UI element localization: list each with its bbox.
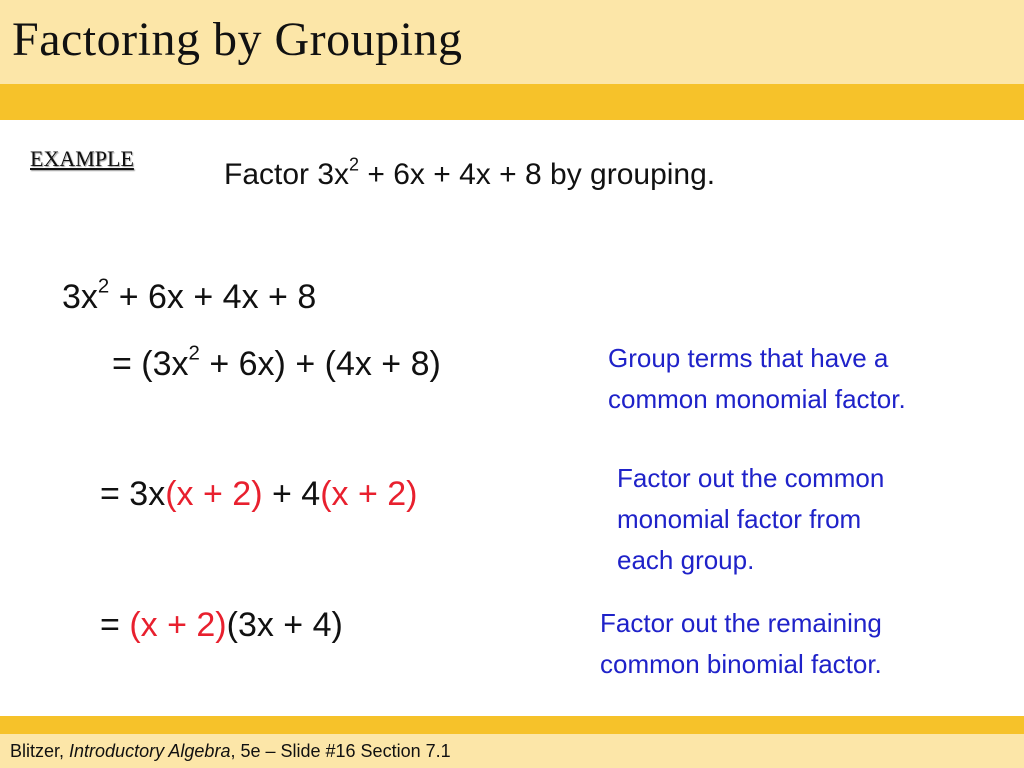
common-factor-highlight: (x + 2)	[129, 606, 227, 644]
note-factor-monomial	[617, 458, 884, 581]
exponent: 2	[97, 275, 110, 298]
math-term: 3x	[62, 278, 98, 316]
step-group-terms	[112, 342, 441, 384]
step-factor-monomial	[100, 475, 418, 514]
math-term: (3x + 4)	[226, 606, 343, 644]
math-term: =	[100, 606, 130, 644]
footer-citation	[10, 741, 451, 762]
common-factor-highlight: (x + 2)	[165, 475, 263, 513]
math-term: + 6x + 4x + 8	[109, 278, 317, 316]
example-label: EXAMPLE	[30, 146, 134, 171]
footer-band	[0, 716, 1024, 734]
problem-prefix: Factor 3x	[224, 158, 350, 191]
math-term: + 6x) + (4x + 8)	[199, 345, 441, 383]
note-line: Group terms that have a	[608, 343, 889, 373]
note-line: common monomial factor.	[608, 384, 906, 414]
note-line: Factor out the common	[617, 463, 885, 493]
title-bar	[0, 0, 1024, 84]
slide-title: Factoring by Grouping	[12, 13, 463, 66]
note-factor-binomial	[600, 603, 882, 685]
exponent: 2	[188, 342, 200, 365]
math-term: + 4	[262, 475, 321, 513]
footer-slide-info: , 5e – Slide #16 Section 7.1	[230, 741, 451, 761]
note-line: each group.	[617, 545, 755, 575]
note-line: Factor out the remaining	[600, 608, 882, 638]
math-term: = (3x	[112, 345, 189, 383]
footer-bar	[0, 734, 1024, 768]
footer-book-title: Introductory Algebra	[69, 741, 231, 761]
problem-exponent: 2	[349, 154, 360, 175]
footer-author: Blitzer,	[10, 741, 70, 761]
note-line: monomial factor from	[617, 504, 862, 534]
title-underline-band	[0, 84, 1024, 120]
problem-statement	[224, 154, 716, 192]
note-group-terms	[608, 338, 906, 420]
math-term: = 3x	[100, 475, 166, 513]
expression-original	[62, 275, 317, 317]
problem-suffix: + 6x + 4x + 8 by grouping.	[359, 158, 716, 191]
note-line: common binomial factor.	[600, 649, 882, 679]
common-factor-highlight: (x + 2)	[320, 475, 418, 513]
step-factor-binomial	[100, 606, 343, 645]
